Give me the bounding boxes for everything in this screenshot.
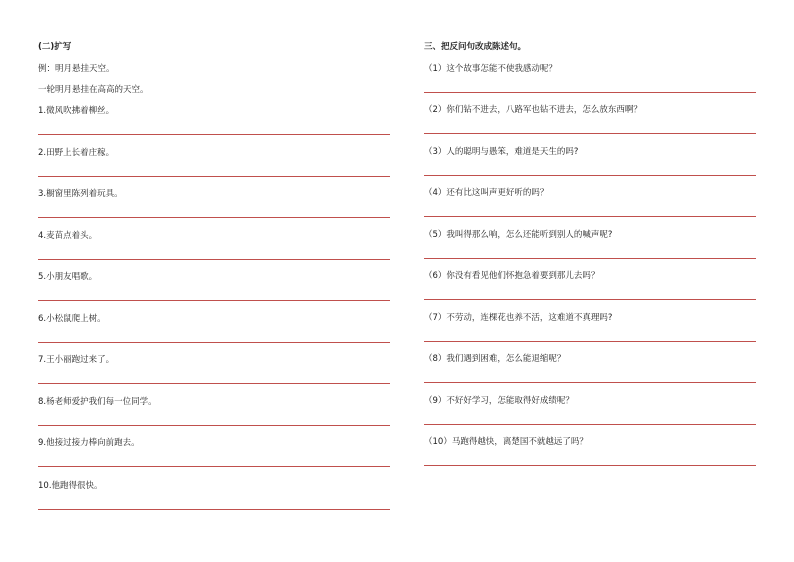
example-answer: 一轮明月悬挂在高高的天空。	[38, 85, 149, 95]
answer-line-4[interactable]	[38, 259, 390, 260]
answer-line-q8[interactable]	[424, 382, 756, 383]
exercise-item-1: 1.微风吹拂着柳丝。	[38, 106, 115, 116]
exercise-item-4: 4.麦苗点着头。	[38, 231, 98, 241]
answer-line-q6[interactable]	[424, 299, 756, 300]
answer-line-3[interactable]	[38, 217, 390, 218]
section-heading-rhetorical: 三、把反问句改成陈述句。	[424, 42, 527, 52]
answer-line-q5[interactable]	[424, 258, 756, 259]
answer-line-8[interactable]	[38, 425, 390, 426]
question-item-2: （2）你们钻不进去，八路军也钻不进去，怎么放东西啊？	[424, 105, 642, 115]
exercise-item-8: 8.杨老师爱护我们每一位同学。	[38, 397, 157, 407]
question-item-3: （3）人的聪明与愚笨，难道是天生的吗?	[424, 147, 579, 157]
question-item-9: （9）不好好学习，怎能取得好成绩呢？	[424, 396, 574, 406]
answer-line-7[interactable]	[38, 383, 390, 384]
answer-line-q1[interactable]	[424, 92, 756, 93]
exercise-item-6: 6.小松鼠爬上树。	[38, 314, 106, 324]
question-item-6: （6）你没有看见他们怀抱急着要到那儿去吗？	[424, 271, 600, 281]
answer-line-5[interactable]	[38, 300, 390, 301]
answer-line-q3[interactable]	[424, 175, 756, 176]
question-item-4: （4）还有比这叫声更好听的吗？	[424, 188, 549, 198]
exercise-item-5: 5.小朋友唱歌。	[38, 272, 98, 282]
question-item-7: （7）不劳动，连棵花也养不活，这难道不真理吗?	[424, 313, 613, 323]
section-heading-expand: (二)扩写	[38, 42, 72, 52]
answer-line-2[interactable]	[38, 176, 390, 177]
answer-line-6[interactable]	[38, 342, 390, 343]
exercise-item-10: 10.他跑得很快。	[38, 481, 103, 491]
answer-line-9[interactable]	[38, 466, 390, 467]
answer-line-q7[interactable]	[424, 341, 756, 342]
answer-line-q10[interactable]	[424, 465, 756, 466]
answer-line-q2[interactable]	[424, 133, 756, 134]
exercise-item-3: 3.橱窗里陈列着玩具。	[38, 189, 123, 199]
exercise-item-9: 9.他接过接力棒向前跑去。	[38, 438, 140, 448]
answer-line-q4[interactable]	[424, 216, 756, 217]
exercise-item-7: 7.王小丽跑过来了。	[38, 355, 115, 365]
exercise-item-2: 2.田野上长着庄稼。	[38, 148, 115, 158]
example-label: 例：明月悬挂天空。	[38, 64, 115, 74]
answer-line-q9[interactable]	[424, 424, 756, 425]
question-item-10: （10）马跑得越快，离楚国不就越远了吗？	[424, 437, 588, 447]
answer-line-1[interactable]	[38, 134, 390, 135]
answer-line-10[interactable]	[38, 509, 390, 510]
question-item-5: （5）我叫得那么响，怎么还能听到别人的喊声呢?	[424, 230, 613, 240]
question-item-1: （1）这个故事怎能不使我感动呢？	[424, 64, 557, 74]
question-item-8: （8）我们遇到困难，怎么能退缩呢？	[424, 354, 566, 364]
